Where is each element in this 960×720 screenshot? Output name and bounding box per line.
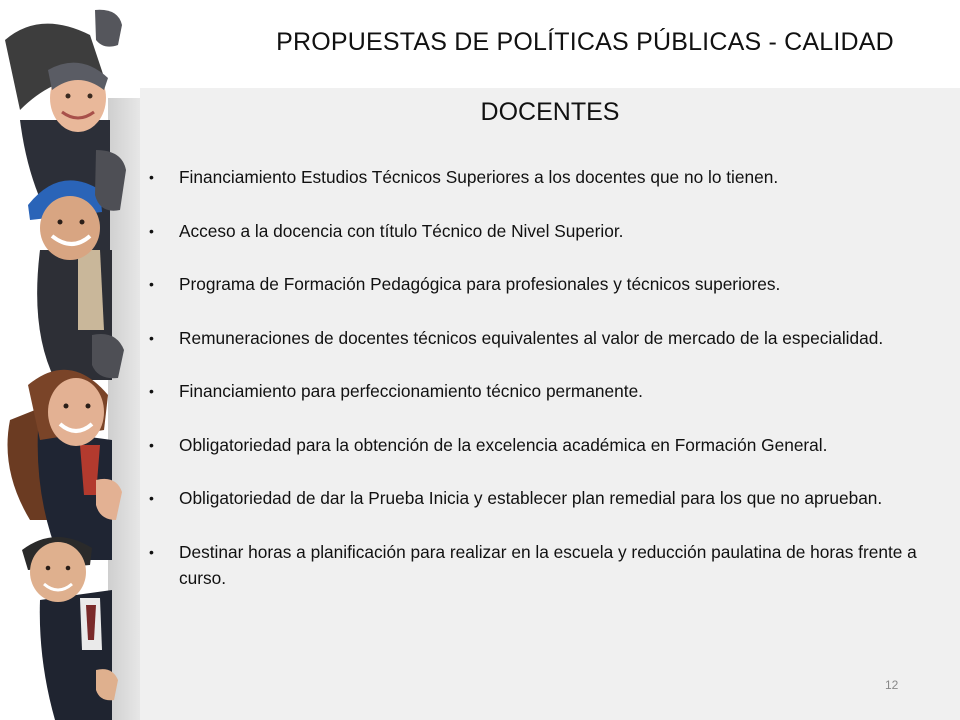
list-item (148, 164, 953, 190)
slide-title: PROPUESTAS DE POLÍTICAS PÚBLICAS - CALIDAD (276, 28, 894, 56)
list-item (148, 271, 953, 297)
list-item-text: Financiamiento para perfeccionamiento técnico permanente. (179, 381, 643, 401)
list-item (148, 539, 953, 591)
bullet-marker: • (149, 490, 154, 506)
boy-student-figure (22, 537, 118, 720)
proposal-list (148, 164, 953, 618)
section-subtitle: DOCENTES (480, 98, 620, 126)
list-item (148, 218, 953, 244)
list-item (148, 325, 953, 351)
list-item (148, 432, 953, 458)
page-number: 12 (885, 678, 899, 692)
girl-curly-hair-figure (8, 370, 123, 560)
list-item-text: Destinar horas a planificación para realizar en la escuela y reducción paulatina de horas frente a curso. (179, 541, 917, 588)
bullet-marker: • (149, 222, 154, 239)
bullet-marker: • (149, 169, 154, 185)
list-item-text: Obligatoriedad para la obtención de la excelencia académica en Formación General. (179, 434, 828, 455)
bullet-marker: • (149, 436, 154, 453)
list-item-text: Remuneraciones de docentes técnicos equivalentes al valor de mercado de la especialidad. (179, 327, 884, 348)
list-item (148, 485, 953, 511)
list-item-text: Programa de Formación Pedagógica para profesionales y técnicos superiores. (179, 274, 781, 294)
bullet-marker: • (149, 383, 154, 399)
list-item-text: Obligatoriedad de dar la Prueba Inicia y establecer plan remedial para los que no aprueban. (179, 488, 883, 508)
list-item-text: Acceso a la docencia con título Técnico de Nivel Superior. (179, 220, 624, 241)
bullet-marker: • (149, 276, 154, 292)
list-item (148, 378, 953, 404)
bullet-marker: • (149, 543, 154, 560)
list-item-text: Financiamiento Estudios Técnicos Superiores a los docentes que no lo tienen. (179, 167, 779, 187)
bullet-marker: • (149, 329, 154, 346)
